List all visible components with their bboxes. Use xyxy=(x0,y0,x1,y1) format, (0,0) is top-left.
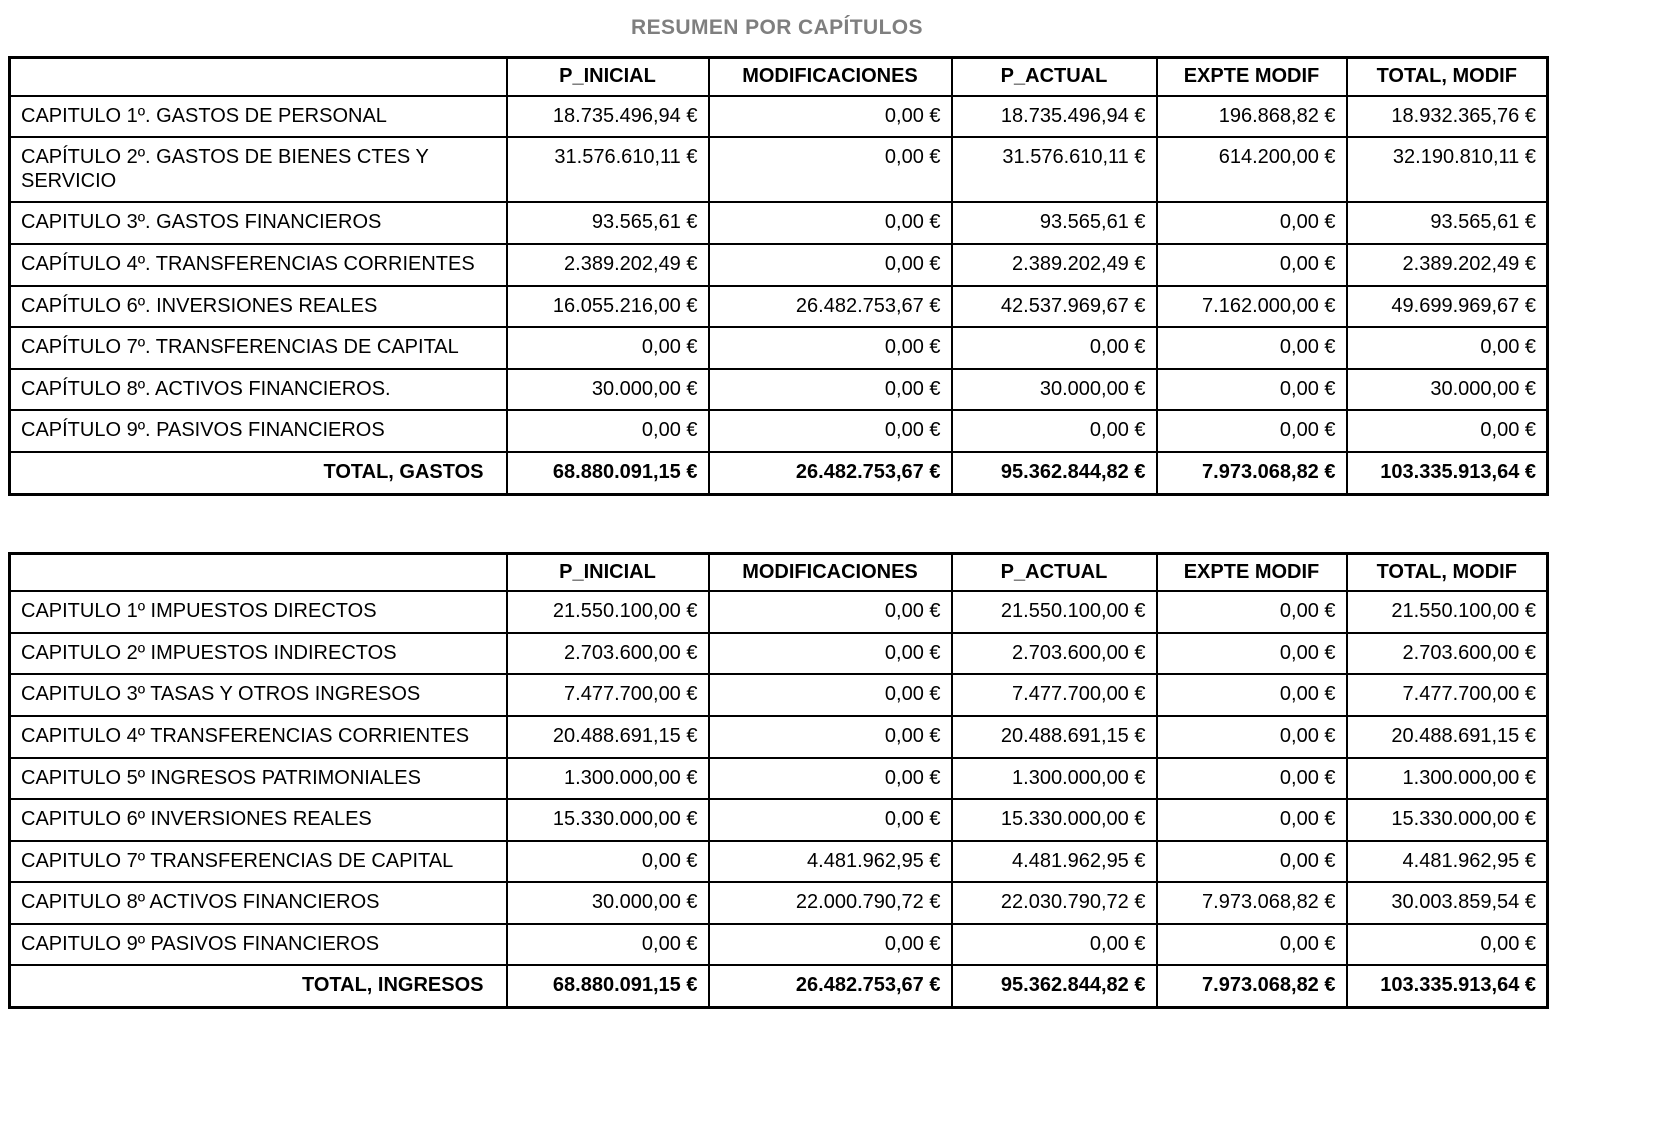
amount-cell: 0,00 € xyxy=(507,327,709,369)
amount-cell: 0,00 € xyxy=(709,591,952,633)
amount-cell: 0,00 € xyxy=(709,202,952,244)
amount-cell: 0,00 € xyxy=(1157,591,1347,633)
amount-cell: 21.550.100,00 € xyxy=(952,591,1157,633)
amount-cell: 0,00 € xyxy=(1157,369,1347,411)
amount-cell: 0,00 € xyxy=(1347,924,1548,966)
total-amount-cell: 103.335.913,64 € xyxy=(1347,452,1548,494)
column-header-modificaciones: MODIFICACIONES xyxy=(709,58,952,96)
corner-cell xyxy=(10,58,507,96)
amount-cell: 0,00 € xyxy=(709,369,952,411)
table-row xyxy=(10,410,1548,452)
amount-cell: 31.576.610,11 € xyxy=(507,137,709,202)
amount-cell: 7.162.000,00 € xyxy=(1157,286,1347,328)
amount-cell: 7.477.700,00 € xyxy=(507,674,709,716)
amount-cell: 196.868,82 € xyxy=(1157,96,1347,138)
total-amount-cell: 26.482.753,67 € xyxy=(709,965,952,1007)
column-header-p-actual: P_ACTUAL xyxy=(952,553,1157,591)
page-title: RESUMEN POR CAPÍTULOS xyxy=(631,16,923,39)
amount-cell: 93.565,61 € xyxy=(507,202,709,244)
amount-cell: 18.735.496,94 € xyxy=(507,96,709,138)
amount-cell: 49.699.969,67 € xyxy=(1347,286,1548,328)
table-row xyxy=(10,369,1548,411)
row-label: CAPITULO 3º. GASTOS FINANCIEROS xyxy=(10,202,507,244)
table-row xyxy=(10,841,1548,883)
amount-cell: 0,00 € xyxy=(507,924,709,966)
gastos-table-body xyxy=(10,96,1548,452)
amount-cell: 0,00 € xyxy=(1157,244,1347,286)
amount-cell: 1.300.000,00 € xyxy=(1347,758,1548,800)
amount-cell: 2.703.600,00 € xyxy=(507,633,709,675)
table-row xyxy=(10,716,1548,758)
total-amount-cell: 7.973.068,82 € xyxy=(1157,965,1347,1007)
amount-cell: 93.565,61 € xyxy=(952,202,1157,244)
amount-cell: 0,00 € xyxy=(1157,633,1347,675)
amount-cell: 2.703.600,00 € xyxy=(952,633,1157,675)
total-amount-cell: 68.880.091,15 € xyxy=(507,965,709,1007)
table-row xyxy=(10,286,1548,328)
column-header-modificaciones: MODIFICACIONES xyxy=(709,553,952,591)
amount-cell: 30.003.859,54 € xyxy=(1347,882,1548,924)
amount-cell: 4.481.962,95 € xyxy=(1347,841,1548,883)
ingresos-total-row xyxy=(10,965,1548,1007)
total-amount-cell: 103.335.913,64 € xyxy=(1347,965,1548,1007)
row-label: CAPITULO 2º IMPUESTOS INDIRECTOS xyxy=(10,633,507,675)
amount-cell: 614.200,00 € xyxy=(1157,137,1347,202)
row-label: CAPITULO 8º ACTIVOS FINANCIEROS xyxy=(10,882,507,924)
amount-cell: 0,00 € xyxy=(1157,674,1347,716)
row-label: CAPÍTULO 9º. PASIVOS FINANCIEROS xyxy=(10,410,507,452)
table-row xyxy=(10,327,1548,369)
amount-cell: 1.300.000,00 € xyxy=(507,758,709,800)
amount-cell: 2.389.202,49 € xyxy=(1347,244,1548,286)
total-amount-cell: 68.880.091,15 € xyxy=(507,452,709,494)
column-header-total-modif: TOTAL, MODIF xyxy=(1347,58,1548,96)
amount-cell: 31.576.610,11 € xyxy=(952,137,1157,202)
row-label: CAPITULO 6º INVERSIONES REALES xyxy=(10,799,507,841)
total-amount-cell: 7.973.068,82 € xyxy=(1157,452,1347,494)
column-header-expte-modif: EXPTE MODIF xyxy=(1157,58,1347,96)
gastos-table xyxy=(8,56,1549,496)
table-row xyxy=(10,244,1548,286)
amount-cell: 30.000,00 € xyxy=(952,369,1157,411)
amount-cell: 0,00 € xyxy=(1157,799,1347,841)
row-label: CAPITULO 5º INGRESOS PATRIMONIALES xyxy=(10,758,507,800)
table-row xyxy=(10,633,1548,675)
amount-cell: 1.300.000,00 € xyxy=(952,758,1157,800)
total-amount-cell: 95.362.844,82 € xyxy=(952,965,1157,1007)
amount-cell: 22.030.790,72 € xyxy=(952,882,1157,924)
row-label: CAPITULO 1º IMPUESTOS DIRECTOS xyxy=(10,591,507,633)
amount-cell: 0,00 € xyxy=(1347,327,1548,369)
amount-cell: 22.000.790,72 € xyxy=(709,882,952,924)
total-label: TOTAL, INGRESOS xyxy=(10,965,507,1007)
amount-cell: 7.477.700,00 € xyxy=(1347,674,1548,716)
row-label: CAPÍTULO 6º. INVERSIONES REALES xyxy=(10,286,507,328)
total-label: TOTAL, GASTOS xyxy=(10,452,507,494)
amount-cell: 4.481.962,95 € xyxy=(952,841,1157,883)
gastos-header-row xyxy=(10,58,1548,96)
ingresos-header-row xyxy=(10,553,1548,591)
amount-cell: 0,00 € xyxy=(709,799,952,841)
amount-cell: 16.055.216,00 € xyxy=(507,286,709,328)
amount-cell: 2.703.600,00 € xyxy=(1347,633,1548,675)
table-gap xyxy=(8,496,1672,552)
row-label: CAPITULO 1º. GASTOS DE PERSONAL xyxy=(10,96,507,138)
ingresos-table-body xyxy=(10,591,1548,965)
amount-cell: 0,00 € xyxy=(1157,716,1347,758)
table-row xyxy=(10,924,1548,966)
amount-cell: 18.932.365,76 € xyxy=(1347,96,1548,138)
amount-cell: 0,00 € xyxy=(1157,202,1347,244)
amount-cell: 0,00 € xyxy=(709,758,952,800)
amount-cell: 0,00 € xyxy=(1157,841,1347,883)
table-row xyxy=(10,202,1548,244)
total-amount-cell: 26.482.753,67 € xyxy=(709,452,952,494)
table-row xyxy=(10,758,1548,800)
amount-cell: 0,00 € xyxy=(507,841,709,883)
amount-cell: 0,00 € xyxy=(1157,758,1347,800)
table-row xyxy=(10,799,1548,841)
column-header-expte-modif: EXPTE MODIF xyxy=(1157,553,1347,591)
amount-cell: 30.000,00 € xyxy=(507,882,709,924)
amount-cell: 0,00 € xyxy=(709,716,952,758)
amount-cell: 0,00 € xyxy=(952,410,1157,452)
amount-cell: 0,00 € xyxy=(1347,410,1548,452)
amount-cell: 15.330.000,00 € xyxy=(507,799,709,841)
ingresos-table xyxy=(8,552,1549,1010)
amount-cell: 20.488.691,15 € xyxy=(952,716,1157,758)
amount-cell: 0,00 € xyxy=(709,244,952,286)
amount-cell: 0,00 € xyxy=(709,633,952,675)
column-header-p-inicial: P_INICIAL xyxy=(507,553,709,591)
amount-cell: 0,00 € xyxy=(709,137,952,202)
table-row xyxy=(10,674,1548,716)
amount-cell: 20.488.691,15 € xyxy=(1347,716,1548,758)
amount-cell: 0,00 € xyxy=(709,96,952,138)
amount-cell: 4.481.962,95 € xyxy=(709,841,952,883)
amount-cell: 30.000,00 € xyxy=(507,369,709,411)
column-header-p-inicial: P_INICIAL xyxy=(507,58,709,96)
amount-cell: 30.000,00 € xyxy=(1347,369,1548,411)
amount-cell: 0,00 € xyxy=(709,410,952,452)
amount-cell: 0,00 € xyxy=(709,327,952,369)
row-label: CAPITULO 9º PASIVOS FINANCIEROS xyxy=(10,924,507,966)
amount-cell: 7.973.068,82 € xyxy=(1157,882,1347,924)
amount-cell: 21.550.100,00 € xyxy=(507,591,709,633)
table-row xyxy=(10,96,1548,138)
table-row xyxy=(10,591,1548,633)
amount-cell: 2.389.202,49 € xyxy=(507,244,709,286)
corner-cell xyxy=(10,553,507,591)
amount-cell: 0,00 € xyxy=(1157,410,1347,452)
gastos-total-row xyxy=(10,452,1548,494)
amount-cell: 15.330.000,00 € xyxy=(1347,799,1548,841)
row-label: CAPITULO 3º TASAS Y OTROS INGRESOS xyxy=(10,674,507,716)
amount-cell: 0,00 € xyxy=(709,924,952,966)
row-label: CAPÍTULO 4º. TRANSFERENCIAS CORRIENTES xyxy=(10,244,507,286)
amount-cell: 0,00 € xyxy=(952,924,1157,966)
amount-cell: 26.482.753,67 € xyxy=(709,286,952,328)
amount-cell: 7.477.700,00 € xyxy=(952,674,1157,716)
amount-cell: 2.389.202,49 € xyxy=(952,244,1157,286)
total-amount-cell: 95.362.844,82 € xyxy=(952,452,1157,494)
amount-cell: 0,00 € xyxy=(1157,924,1347,966)
row-label: CAPÍTULO 8º. ACTIVOS FINANCIEROS. xyxy=(10,369,507,411)
amount-cell: 32.190.810,11 € xyxy=(1347,137,1548,202)
amount-cell: 15.330.000,00 € xyxy=(952,799,1157,841)
amount-cell: 0,00 € xyxy=(1157,327,1347,369)
column-header-total-modif: TOTAL, MODIF xyxy=(1347,553,1548,591)
amount-cell: 20.488.691,15 € xyxy=(507,716,709,758)
amount-cell: 0,00 € xyxy=(507,410,709,452)
amount-cell: 18.735.496,94 € xyxy=(952,96,1157,138)
amount-cell: 42.537.969,67 € xyxy=(952,286,1157,328)
table-row xyxy=(10,137,1548,202)
row-label: CAPITULO 7º TRANSFERENCIAS DE CAPITAL xyxy=(10,841,507,883)
row-label: CAPÍTULO 7º. TRANSFERENCIAS DE CAPITAL xyxy=(10,327,507,369)
column-header-p-actual: P_ACTUAL xyxy=(952,58,1157,96)
row-label: CAPITULO 4º TRANSFERENCIAS CORRIENTES xyxy=(10,716,507,758)
row-label: CAPÍTULO 2º. GASTOS DE BIENES CTES Y SERVICIO xyxy=(10,137,507,202)
table-row xyxy=(10,882,1548,924)
amount-cell: 0,00 € xyxy=(952,327,1157,369)
amount-cell: 93.565,61 € xyxy=(1347,202,1548,244)
amount-cell: 0,00 € xyxy=(709,674,952,716)
amount-cell: 21.550.100,00 € xyxy=(1347,591,1548,633)
